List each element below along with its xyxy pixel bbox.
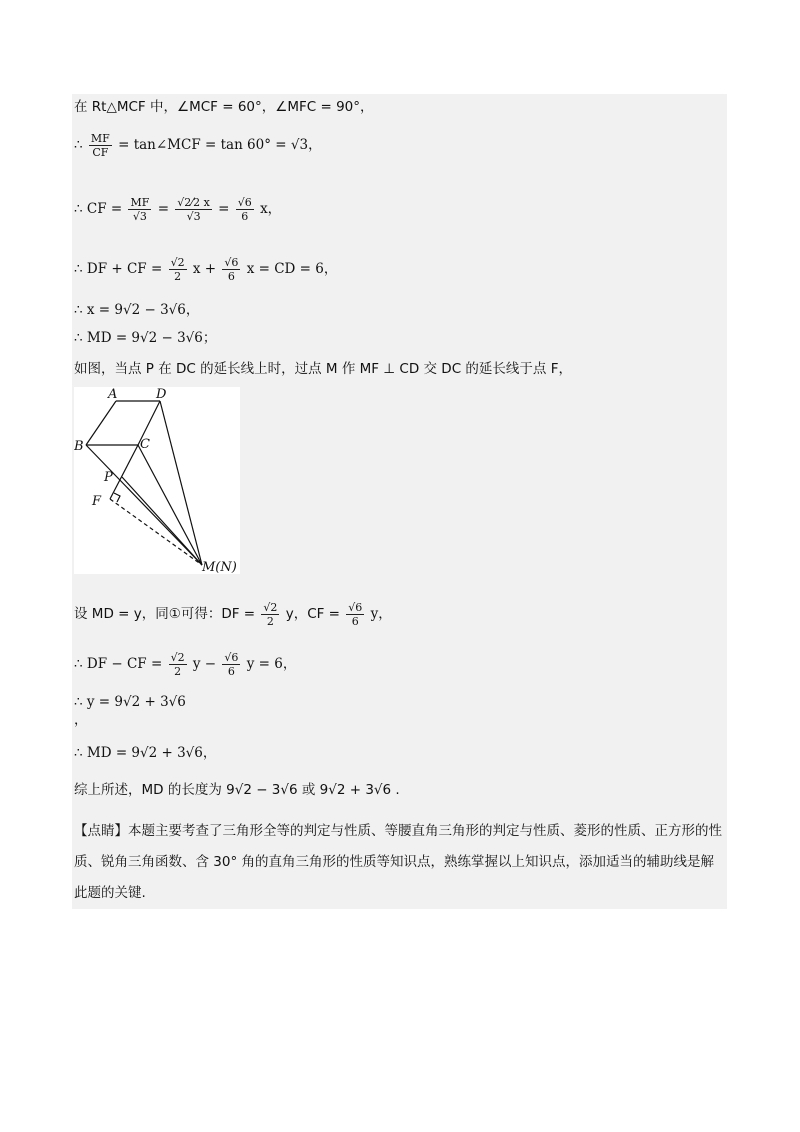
text-line-5: ∴ x = 9√2 − 3√6， [74, 302, 200, 318]
label-p: P [104, 470, 113, 485]
segment-dm [160, 401, 202, 565]
text-line-6: ∴ MD = 9√2 − 3√6； [74, 330, 217, 346]
fraction-sqrt6-6: $\frac{√6}{6}$ [224, 256, 239, 283]
fraction-sqrt2-2: $\frac{√2}{2}$ [170, 651, 185, 678]
fraction-mf-sqrt3: $\frac{MF}{√3}$ [130, 196, 150, 223]
right-angle-mark [114, 493, 120, 502]
label-d: D [156, 387, 167, 402]
geometry-diagram [74, 387, 240, 574]
text-line-2: ∴ $\frac{MF}{CF}$ = tan∠MCF = tan 60° = √3， [74, 132, 322, 159]
text-line-10b: ， [74, 712, 88, 728]
text-line-12: 综上所述，MD 的长度为 9√2 − 3√6 或 9√2 + 3√6 . [74, 782, 400, 798]
fraction-mf-cf: $\frac{MF}{CF}$ [90, 132, 110, 159]
key-point-note: 【点睛】本题主要考查了三角形全等的判定与性质、等腰直角三角形的判定与性质、菱形的性质、正方形的性质、锐角三角函数、含 30° 角的直角三角形的性质等知识点，熟练掌握以上知识点，添加适当的辅助线是解此题的关键. [74, 823, 722, 901]
segment-bm [86, 445, 202, 565]
text-line-7: 如图，当点 P 在 DC 的延长线上时，过点 M 作 MF ⊥ CD 交 DC 的延长线于点 F， [74, 361, 572, 377]
fraction-complex: $\frac{√2⁄2 x}{√3}$ [177, 196, 210, 223]
fraction-sqrt6-6: $\frac{√6}{6}$ [224, 651, 239, 678]
label-f: F [92, 494, 102, 509]
text-line-3: ∴ CF = $\frac{MF}{√3}$ = $\frac{√2⁄2 x}{√3}$ = $\frac{√6}{6}$ x， [74, 196, 282, 223]
fraction-sqrt6-6: $\frac{√6}{6}$ [348, 601, 363, 628]
text-line-8: 设 MD = y，同①可得：DF = $\frac{√2}{2}$ y，CF = $\frac{√6}{6}$ y， [74, 601, 392, 628]
label-c: C [140, 437, 150, 452]
segment-ab [86, 401, 116, 445]
fraction-sqrt2-2: $\frac{√2}{2}$ [170, 256, 185, 283]
text-line-9: ∴ DF − CF = $\frac{√2}{2}$ y − $\frac{√6}{6}$ y = 6， [74, 651, 297, 678]
text-line-11: ∴ MD = 9√2 + 3√6， [74, 745, 217, 761]
label-a: A [108, 387, 118, 402]
fraction-sqrt2-2: $\frac{√2}{2}$ [263, 601, 278, 628]
label-m: M(N) [202, 560, 237, 574]
text-line-10: ∴ y = 9√2 + 3√6 [74, 694, 186, 710]
fraction-sqrt6-6: $\frac{√6}{6}$ [237, 196, 252, 223]
text-line-4: ∴ DF + CF = $\frac{√2}{2}$ x + $\frac{√6}{6}$ x = CD = 6， [74, 256, 338, 283]
text-line-1: 在 Rt△MCF 中，∠MCF = 60°，∠MFC = 90°， [74, 99, 374, 115]
geometry-figure [74, 387, 240, 574]
segment-cf [110, 445, 138, 499]
label-b: B [74, 439, 84, 454]
